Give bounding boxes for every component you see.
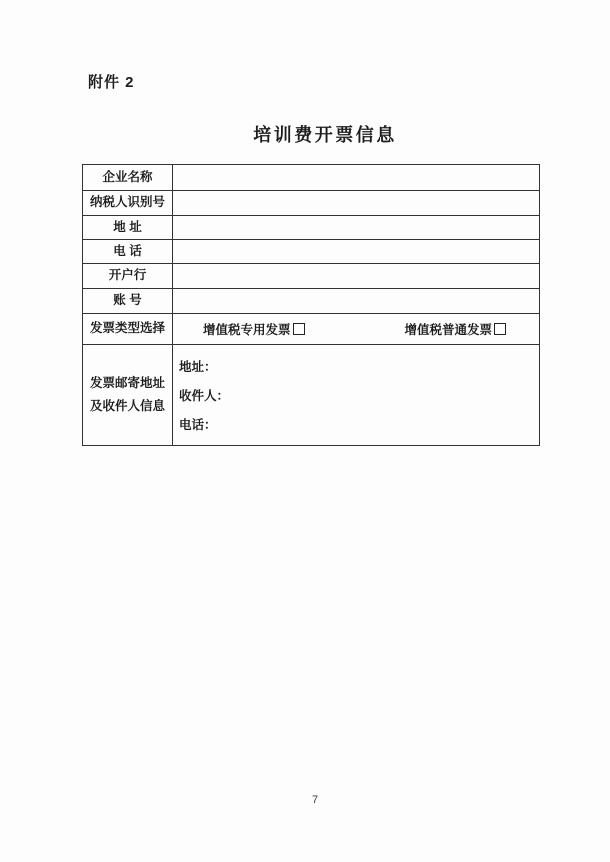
attachment-label: 附件 2 — [88, 74, 135, 91]
row-label-mailing-info — [83, 345, 173, 445]
row-label-bank: 开户行 — [83, 264, 173, 288]
row-label-account-number: 账 号 — [83, 289, 173, 313]
row-label-address: 地 址 — [83, 216, 173, 239]
table-row-phone — [83, 240, 539, 264]
row-value-company-name — [173, 165, 539, 190]
row-value-taxpayer-id — [173, 191, 539, 215]
row-value-bank — [173, 264, 539, 288]
mailing-phone-label: 电话： — [179, 418, 217, 433]
page-number: 7 — [311, 794, 319, 806]
mailing-recipient-label: 收件人： — [179, 388, 230, 403]
row-value-address — [173, 216, 539, 239]
table-row-company-name — [83, 165, 539, 191]
row-label-company-name: 企业名称 — [83, 165, 173, 190]
mailing-info-fields — [173, 345, 539, 445]
checkbox-general-invoice — [494, 323, 506, 335]
mailing-label-line1: 发票邮寄地址 — [89, 375, 165, 390]
mailing-address-label: 地址： — [179, 359, 217, 374]
table-row-account-number — [83, 289, 539, 314]
row-label-phone: 电 话 — [83, 240, 173, 263]
invoice-type-options — [173, 314, 539, 344]
table-row-invoice-type — [83, 314, 539, 345]
table-row-mailing-info — [83, 345, 539, 445]
mailing-label-line2: 及收件人信息 — [89, 399, 165, 413]
option-special-invoice — [203, 320, 305, 338]
row-label-taxpayer-id: 纳税人识别号 — [83, 191, 173, 215]
page-title: 培训费开票信息 — [253, 125, 397, 145]
option-special-invoice-label: 增值税专用发票 — [203, 323, 291, 337]
invoice-info-table — [82, 164, 540, 446]
option-general-invoice-label: 增值税普通发票 — [404, 323, 493, 337]
table-row-bank — [83, 264, 539, 289]
table-row-address — [83, 216, 539, 240]
row-label-invoice-type: 发票类型选择 — [83, 314, 173, 344]
row-value-phone — [173, 240, 539, 263]
row-value-account-number — [173, 289, 539, 313]
table-row-taxpayer-id — [83, 191, 539, 216]
option-general-invoice — [405, 320, 507, 338]
checkbox-special-invoice — [293, 323, 305, 335]
